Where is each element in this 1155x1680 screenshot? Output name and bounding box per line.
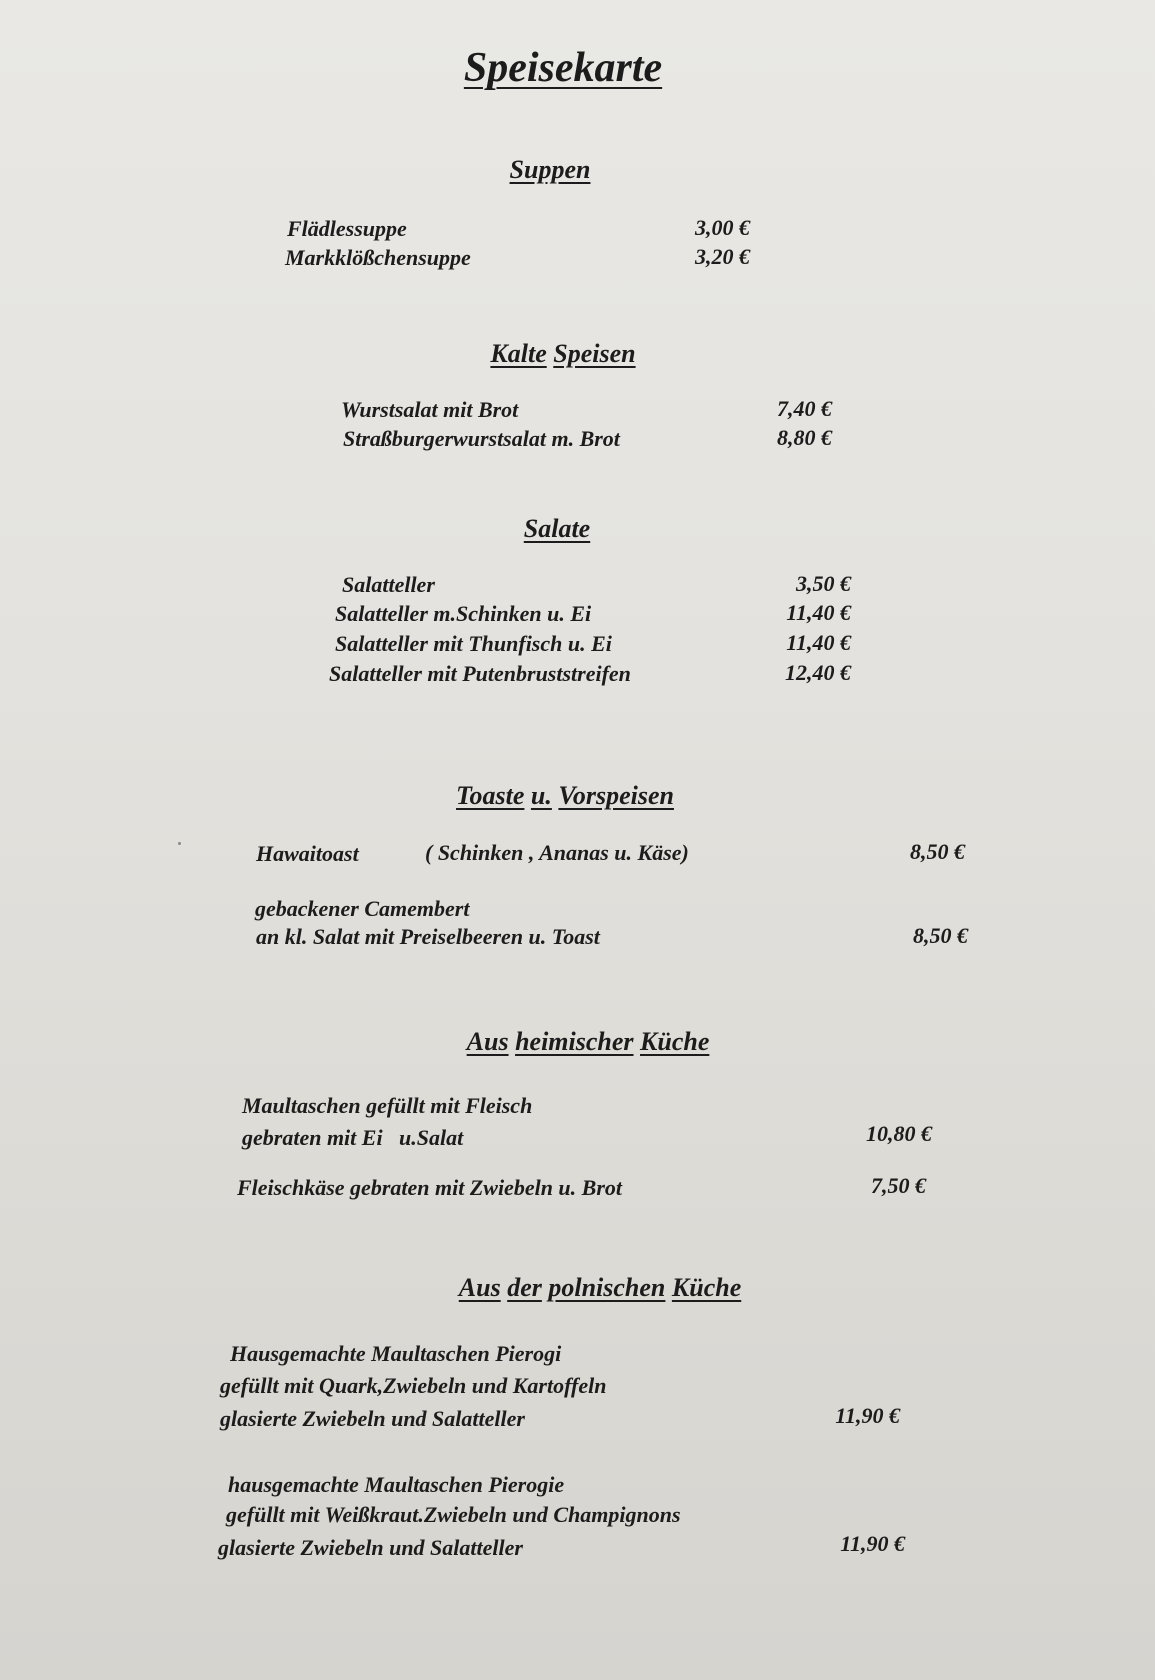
menu-item-name: Wurstsalat mit Brot [341, 397, 519, 422]
heading-word: Küche [671, 1273, 742, 1302]
menu-item-price: 3,20 € [695, 244, 750, 269]
section-heading-toaste-vorspeisen [456, 783, 674, 809]
menu-item-name: Fleischkäse gebraten mit Zwiebeln u. Brot [237, 1175, 623, 1200]
menu-item-line: Maultaschen gefüllt mit Fleisch [242, 1093, 533, 1118]
menu-item-name: Salatteller mit Putenbruststreifen [329, 661, 631, 686]
menu-item-line: hausgemachte Maultaschen Pierogie [228, 1472, 565, 1497]
heading-word: Kalte [490, 339, 547, 368]
menu-item-price: 11,40 € [786, 630, 851, 655]
heading-word: Küche [640, 1027, 710, 1056]
section-heading-suppen [510, 157, 591, 183]
section-heading-salate [524, 516, 590, 542]
heading-word: Aus [458, 1273, 501, 1302]
menu-item-name: Hawaitoast [256, 841, 359, 866]
menu-item-line: gebackener Camembert [255, 896, 470, 921]
heading-word: Salate [523, 514, 591, 543]
menu-item-line: an kl. Salat mit Preiselbeeren u. Toast [256, 924, 600, 949]
section-heading-kalte-speisen [490, 341, 635, 367]
menu-item-price: 11,40 € [786, 600, 851, 625]
menu-item-price: 11,90 € [835, 1403, 900, 1428]
heading-word: u. [530, 781, 552, 810]
heading-word: Suppen [509, 155, 591, 184]
heading-word: Vorspeisen [558, 781, 674, 810]
paper-speck [178, 842, 181, 845]
menu-item-line: gefüllt mit Weißkraut.Zwiebeln und Champignons [226, 1502, 681, 1527]
menu-item-line: glasierte Zwiebeln und Salatteller [220, 1406, 525, 1431]
section-heading-heimische-kueche [467, 1029, 710, 1055]
heading-word: Speisen [553, 339, 636, 368]
heading-word: Toaste [456, 781, 525, 810]
heading-word: der [507, 1273, 542, 1302]
menu-item-price: 10,80 € [866, 1121, 932, 1146]
menu-item-price: 11,90 € [840, 1531, 905, 1556]
heading-word: Aus [466, 1027, 509, 1056]
menu-item-price: 12,40 € [785, 660, 851, 685]
heading-word: polnischen [548, 1273, 666, 1302]
menu-item-name: Markklößchensuppe [285, 245, 471, 270]
menu-item-price: 3,00 € [695, 215, 750, 240]
menu-item-name: Salatteller [342, 572, 435, 597]
menu-item-price: 8,50 € [910, 839, 965, 864]
page-title: Speisekarte [463, 45, 663, 91]
menu-item-detail: ( Schinken , Ananas u. Käse) [425, 840, 689, 865]
menu-item-line: Hausgemachte Maultaschen Pierogi [230, 1341, 562, 1366]
menu-item-name: Salatteller m.Schinken u. Ei [335, 601, 592, 626]
section-heading-polnische-kueche [459, 1275, 741, 1301]
menu-item-line: gebraten mit Ei u.Salat [242, 1125, 464, 1150]
menu-item-price: 7,40 € [777, 396, 832, 421]
menu-item-name: Straßburgerwurstsalat m. Brot [343, 426, 620, 451]
menu-item-price: 8,50 € [913, 923, 968, 948]
menu-item-price: 3,50 € [796, 571, 851, 596]
menu-item-name: Flädlessuppe [287, 216, 407, 241]
menu-item-price: 8,80 € [777, 425, 832, 450]
menu-item-price: 7,50 € [871, 1173, 926, 1198]
menu-item-line: glasierte Zwiebeln und Salatteller [218, 1535, 523, 1560]
menu-item-name: Salatteller mit Thunfisch u. Ei [335, 631, 612, 656]
menu-item-line: gefüllt mit Quark,Zwiebeln und Kartoffeln [220, 1373, 607, 1398]
heading-word: heimischer [515, 1027, 634, 1056]
